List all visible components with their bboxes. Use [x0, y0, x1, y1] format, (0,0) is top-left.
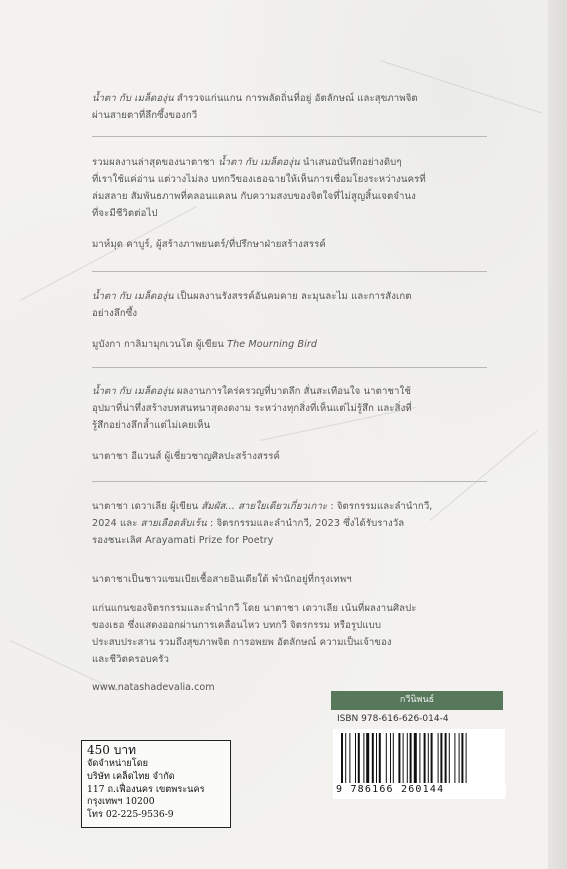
barcode-bar [428, 733, 429, 783]
text-line: นาตาชา เดวาเลีย ผู้เขียน สัมผัส... สายใยเดียวเกี่ยวเกาะ : จิตรกรรมและลำนำกวี, [92, 501, 433, 512]
barcode-bar [459, 733, 460, 783]
text-line: น้ำตา กับ เมล็ดองุ่น สำรวจแก่นแกน การพลัดถิ่นที่อยู่ อัตลักษณ์ และสุขภาพจิต [92, 93, 418, 104]
text-line: อุปมาที่น่าทึ่งสร้างบทสนทนาสุดงดงาม ระหว่างทุกสิ่งที่เห็นแต่ไม่รู้สึก และสิ่งที่ [92, 403, 412, 414]
text-line: ประสบประสาน รวมถึงสุขภาพจิต การอพยพ อัตลักษณ์ ความเป็นเจ้าของ [92, 637, 392, 648]
barcode-bar [349, 733, 350, 783]
review-3 [92, 383, 502, 434]
price-sticker [81, 740, 231, 828]
text-line: น้ำตา กับ เมล็ดองุ่น ผลงานการใคร่ครวญที่บาดลึก สั่นสะเทือนใจ นาตาชาใช้ [92, 386, 411, 397]
divider [92, 367, 487, 368]
barcode-bar [410, 733, 412, 783]
barcode-digits: 9 786166 260144 [336, 784, 506, 795]
barcode-bar [403, 733, 404, 783]
barcode-bar [424, 733, 426, 783]
barcode-bar [379, 733, 381, 783]
barcode-bar [398, 733, 400, 783]
text-line: น้ำตา กับ เมล็ดองุ่น เป็นผลงานรังสรรค์อันคมคาย ละมุนละไม และการสังเกต [92, 291, 412, 302]
divider [92, 271, 487, 272]
barcode-bar [355, 733, 356, 783]
isbn-text: ISBN 978-616-626-014-4 [337, 714, 449, 724]
barcode-bar [407, 733, 408, 783]
text-line: 2024 และ สายเลือดลับเร้น : จิตรกรรมและลำนำกวี, 2023 ซึ่งได้รับรางวัล [92, 518, 405, 529]
barcode-bar [393, 733, 394, 783]
text-line: รู้สึกอย่างลึกล้ำแต่ไม่เคยเห็น [92, 420, 211, 431]
barcode-bar [466, 733, 467, 783]
review-1-attribution [92, 236, 502, 253]
barcode-bar [358, 733, 360, 783]
text-line: นาตาชา อีแวนส์ ผู้เชี่ยวชาญศิลปะสร้างสรรค์ [92, 451, 280, 462]
barcode-bar [454, 733, 455, 783]
book-spine-edge [548, 0, 567, 869]
barcode-bar [341, 733, 343, 783]
publisher-category-label: กวีนิพนธ์ [331, 691, 503, 710]
text-line: ที่จะมีชีวิตต่อไป [92, 208, 158, 219]
distributor-line: บริษัท เคล็ดไทย จำกัด [87, 770, 175, 782]
barcode-bar [414, 733, 417, 783]
barcode-bar [372, 733, 374, 783]
review-1 [92, 154, 502, 222]
barcode-bar [431, 733, 433, 783]
text-line: ผ่านสายตาที่ลึกซึ้งของกวี [92, 110, 198, 121]
distributor-line: จัดจำหน่ายโดย [87, 758, 149, 769]
blurb-intro [92, 90, 502, 124]
review-2 [92, 288, 502, 322]
barcode-bar [376, 733, 377, 783]
divider [92, 136, 487, 137]
barcode-bar [440, 733, 442, 783]
series-description [92, 600, 502, 668]
text-line: นาตาชาเป็นชาวแซมเบียเชื้อสายอินเดียใต้ พำนักอยู่ที่กรุงเทพฯ [92, 574, 352, 585]
text-line: แก่นแกนของจิตรกรรมและลำนำกวี โดย นาตาชา เดวาเลีย เน้นที่ผลงานศิลปะ [92, 603, 417, 614]
review-3-attribution [92, 448, 502, 465]
author-website: www.natashadevalia.com [92, 682, 215, 693]
barcode-bar [419, 733, 420, 783]
barcode-bar [345, 733, 346, 783]
author-bio [92, 498, 502, 549]
text-line: ล่มสลาย สัมพันธภาพที่คลอนแคลน กับความสงบของจิตใจที่ไม่สูญสิ้นเจตจำนง [92, 191, 416, 202]
author-residence [92, 571, 502, 588]
barcode-bar [449, 733, 450, 783]
barcode-bar [445, 733, 447, 783]
divider [92, 481, 487, 482]
distributor-line: กรุงเทพฯ 10200 [87, 796, 155, 808]
text-line: และชีวิตครอบครัว [92, 654, 170, 665]
barcode-bar [386, 733, 387, 783]
text-line: มูบังกา กาลิมามุกเวนโต ผู้เขียน The Mourning Bird [92, 339, 318, 350]
barcode-bar [366, 733, 369, 783]
barcode-bar [363, 733, 364, 783]
text-line: รวมผลงานล่าสุดของนาตาชา น้ำตา กับ เมล็ดองุ่น นำเสนอบันทึกอย่างดิบๆ [92, 157, 402, 168]
text-line: ที่เราใช้แค่อ่าน แต่วางไม่ลง บทกวีของเธอฉายให้เห็นการเชื่อมโยงระหว่างนครที่ [92, 174, 426, 185]
text-line: รองชนะเลิศ Arayamati Prize for Poetry [92, 535, 274, 546]
barcode-bar [438, 733, 439, 783]
barcode-bar [390, 733, 391, 783]
text-line: มาห์มุด คาบูร์, ผู้สร้างภาพยนตร์/ที่ปรึกษาฝ่ายสร้างสรรค์ [92, 239, 326, 250]
price: 450 บาท [87, 743, 136, 757]
distributor-line: 117 ถ.เฟื่องนคร เขตพระนคร [87, 783, 205, 795]
barcode-bar [461, 733, 463, 783]
distributor-line: โทร 02-225-9536-9 [87, 809, 174, 821]
text-line: ของเธอ ซึ่งแสดงออกผ่านการเคลื่อนไหว บทกวี จิตรกรรม หรือรูปแบบ [92, 620, 382, 631]
text-line: อย่างลึกซึ้ง [92, 308, 138, 319]
review-2-attribution [92, 336, 502, 353]
